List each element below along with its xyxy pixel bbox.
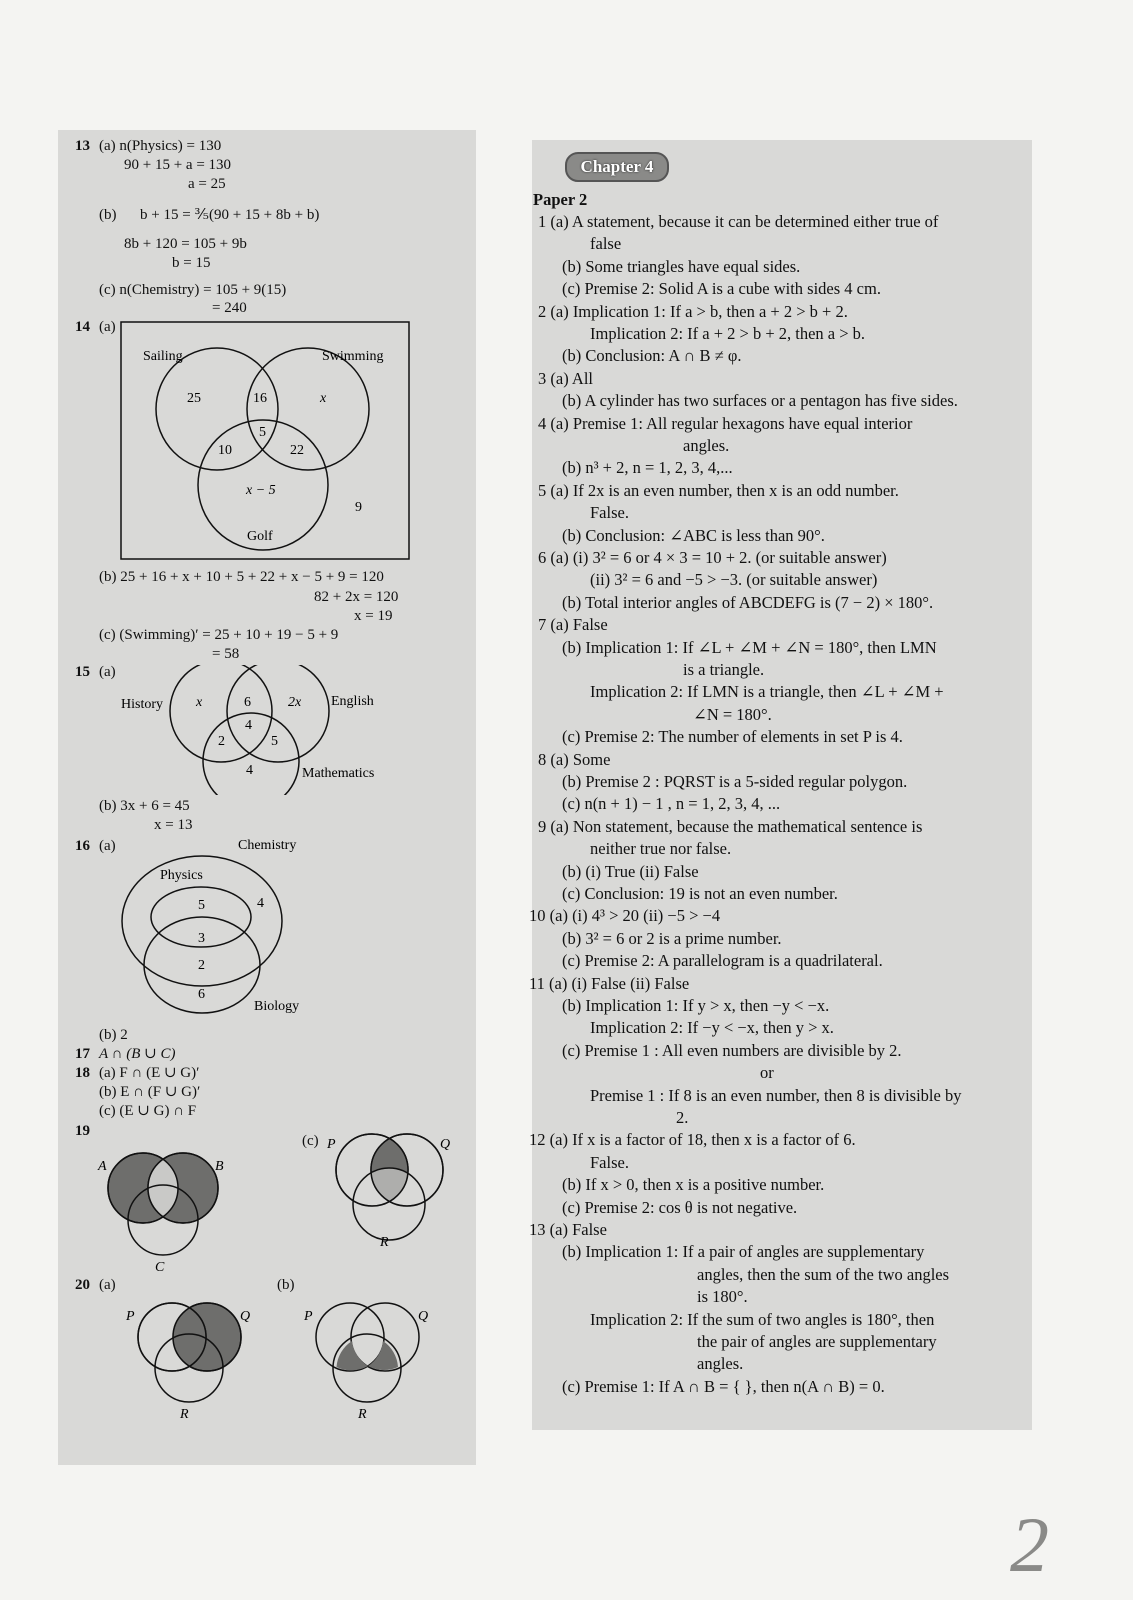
region-english-only: 2x <box>288 695 302 710</box>
q19-number: 19 <box>75 1123 90 1139</box>
q13-c-line1: (c) n(Chemistry) = 105 + 9(15) <box>99 282 287 298</box>
q15-venn-diagram <box>118 665 398 795</box>
q15-number: 15 <box>75 664 90 680</box>
answer-line: 9 (a) Non statement, because the mathematical sentence is <box>538 817 923 836</box>
chapter-title: Chapter 4 <box>580 157 654 176</box>
answer-line: 3 (a) All <box>538 369 593 388</box>
set-label-golf: Golf <box>247 529 273 544</box>
label-R: R <box>358 1407 367 1422</box>
q13-b-line1: b + 15 = ⅗(90 + 15 + 8b + b) <box>140 207 320 223</box>
set-label-english: English <box>331 694 374 709</box>
q14-c-line1: (c) (Swimming)′ = 25 + 10 + 19 − 5 + 9 <box>99 627 339 643</box>
q14-number: 14 <box>75 319 90 335</box>
answer-line: 7 (a) False <box>538 615 608 634</box>
q19-c-label: (c) <box>302 1133 319 1149</box>
answer-line: Implication 2: If a + 2 > b + 2, then a > b. <box>590 324 866 343</box>
answer-line: (c) Premise 2: Solid A is a cube with sides 4 cm. <box>562 279 881 298</box>
q18-a: (a) F ∩ (E ∪ G)′ <box>99 1065 200 1081</box>
q14-b-line1: (b) 25 + 16 + x + 10 + 5 + 22 + x − 5 + 9 = 120 <box>99 569 384 585</box>
answer-line: 10 (a) (i) 4³ > 20 (ii) −5 > −4 <box>529 906 721 925</box>
q13-a-line3: a = 25 <box>188 176 226 192</box>
q13-number: 13 <box>75 138 90 154</box>
region-physics-only: 5 <box>198 898 205 913</box>
label-B: B <box>215 1159 224 1174</box>
q18-c: (c) (E ∪ G) ∩ F <box>99 1103 197 1119</box>
answer-line: 5 (a) If 2x is an even number, then x is an odd number. <box>538 481 899 500</box>
answer-line: (b) Total interior angles of ABCDEFG is (7 − 2) × 180°. <box>562 593 934 612</box>
answer-line: 8 (a) Some <box>538 750 611 769</box>
answer-line: Implication 2: If LMN is a triangle, then ∠L + ∠M + <box>590 682 944 701</box>
q15-b-line2: x = 13 <box>154 817 193 833</box>
q13-a-line2: 90 + 15 + a = 130 <box>124 157 232 173</box>
label-P: P <box>327 1137 336 1152</box>
region-golf-only: x − 5 <box>246 483 276 498</box>
answer-line: or <box>760 1063 774 1082</box>
answer-line: (c) Conclusion: 19 is not an even number. <box>562 884 838 903</box>
answer-line: (b) Premise 2 : PQRST is a 5-sided regular polygon. <box>562 772 908 791</box>
answer-line: is 180°. <box>697 1287 748 1306</box>
answer-line: the pair of angles are supplementary <box>697 1332 937 1351</box>
region-history-mathematics: 2 <box>218 734 225 749</box>
q14-venn-diagram <box>118 320 413 562</box>
chapter-badge <box>565 152 669 182</box>
q17-number: 17 <box>75 1046 90 1062</box>
region-history-english: 6 <box>244 695 251 710</box>
region-sailing-only: 25 <box>187 391 201 406</box>
region-sailing-golf: 10 <box>218 443 232 458</box>
answer-line: (b) 3² = 6 or 2 is a prime number. <box>562 929 782 948</box>
answer-line: False. <box>590 1153 629 1172</box>
region-chemistry-only: 4 <box>257 896 264 911</box>
label-A: A <box>98 1159 107 1174</box>
region-swimming-only: x <box>320 391 327 406</box>
q14-c-line2: = 58 <box>212 646 240 662</box>
q20-number: 20 <box>75 1277 90 1293</box>
region-biology-only: 6 <box>198 987 205 1002</box>
answer-line: 2. <box>676 1108 689 1127</box>
label-Q: Q <box>440 1137 451 1152</box>
answer-line: angles, then the sum of the two angles <box>697 1265 950 1284</box>
answer-line: ∠N = 180°. <box>693 705 772 724</box>
q16-venn-diagram <box>118 835 318 1030</box>
answer-line: (b) Conclusion: ∠ABC is less than 90°. <box>562 526 825 545</box>
set-label-biology: Biology <box>254 999 300 1014</box>
answer-line: (c) Premise 2: The number of elements in set P is 4. <box>562 727 903 746</box>
region-all-three: 4 <box>245 718 252 733</box>
answer-line: (b) (i) True (ii) False <box>562 862 699 881</box>
answer-line: false <box>590 234 622 253</box>
set-label-chemistry: Chemistry <box>238 838 297 853</box>
q16-a-label: (a) <box>99 838 116 854</box>
answer-line: neither true nor false. <box>590 839 732 858</box>
q13-a-line1: (a) n(Physics) = 130 <box>99 138 222 154</box>
region-sailing-swimming: 16 <box>253 391 267 406</box>
q14-a-label: (a) <box>99 319 116 335</box>
region-all-three: 5 <box>259 425 266 440</box>
label-P: P <box>304 1309 313 1324</box>
q16-number: 16 <box>75 838 90 854</box>
label-C: C <box>155 1260 165 1275</box>
label-Q: Q <box>240 1309 251 1324</box>
answer-line: 1 (a) A statement, because it can be determined either true of <box>538 212 939 231</box>
q20b-venn <box>300 1300 435 1425</box>
swimming-circle <box>247 348 369 470</box>
q16-b: (b) 2 <box>99 1027 128 1043</box>
answer-line: 13 (a) False <box>529 1220 607 1239</box>
set-label-mathematics: Mathematics <box>302 766 375 781</box>
answer-line: (c) Premise 1: If A ∩ B = { }, then n(A ∩ B) = 0. <box>562 1377 885 1396</box>
answer-line: (b) n³ + 2, n = 1, 2, 3, 4,... <box>562 458 733 477</box>
answer-line: 11 (a) (i) False (ii) False <box>529 974 690 993</box>
answer-line: (b) Conclusion: A ∩ B ≠ φ. <box>562 346 742 365</box>
region-english-mathematics: 5 <box>271 734 278 749</box>
q20-a-label: (a) <box>99 1277 116 1293</box>
q13-c-line2: = 240 <box>212 300 247 316</box>
region-history-only: x <box>196 695 203 710</box>
answer-line: Implication 2: If the sum of two angles is 180°, then <box>590 1310 935 1329</box>
answer-line: (b) Implication 1: If a pair of angles are supplementary <box>562 1242 925 1261</box>
answer-line: (b) Implication 1: If y > x, then −y < −x. <box>562 996 830 1015</box>
answer-line: is a triangle. <box>683 660 765 679</box>
set-label-physics: Physics <box>160 868 203 883</box>
q14-b-line2: 82 + 2x = 120 <box>314 589 399 605</box>
answer-line: (c) n(n + 1) − 1 , n = 1, 2, 3, 4, ... <box>562 794 781 813</box>
q20-b-label: (b) <box>277 1277 295 1293</box>
q19-venn-ABC <box>95 1140 240 1275</box>
answer-line: (c) Premise 2: A parallelogram is a quadrilateral. <box>562 951 883 970</box>
q18-number: 18 <box>75 1065 90 1081</box>
q13-b-line3: b = 15 <box>172 255 211 271</box>
answer-line: 12 (a) If x is a factor of 18, then x is a factor of 6. <box>529 1130 856 1149</box>
paper-title: Paper 2 <box>533 190 588 209</box>
set-label-swimming: Swimming <box>322 349 384 364</box>
answer-line: angles. <box>683 436 730 455</box>
answer-line: Implication 2: If −y < −x, then y > x. <box>590 1018 834 1037</box>
q13-b-line2: 8b + 120 = 105 + 9b <box>124 236 247 252</box>
answer-line: (c) Premise 1 : All even numbers are divisible by 2. <box>562 1041 902 1060</box>
answer-line: (c) Premise 2: cos θ is not negative. <box>562 1198 798 1217</box>
set-label-sailing: Sailing <box>143 349 183 364</box>
set-label-history: History <box>121 697 163 712</box>
region-chemistry-biology: 2 <box>198 958 205 973</box>
page-number: 2 <box>1010 1501 1049 1588</box>
answer-line: Premise 1 : If 8 is an even number, then 8 is divisible by <box>590 1086 962 1105</box>
answer-line: (ii) 3² = 6 and −5 > −3. (or suitable answer) <box>590 570 878 589</box>
q15-a-label: (a) <box>99 664 116 680</box>
answer-line: (b) If x > 0, then x is a positive number. <box>562 1175 825 1194</box>
q19-venn-PQR <box>322 1128 462 1253</box>
answer-line: 6 (a) (i) 3² = 6 or 4 × 3 = 10 + 2. (or suitable answer) <box>538 548 887 567</box>
q14-b-line3: x = 19 <box>354 608 393 624</box>
sailing-circle <box>156 348 278 470</box>
answer-line: angles. <box>697 1354 744 1373</box>
answer-line: (b) A cylinder has two surfaces or a pentagon has five sides. <box>562 391 958 410</box>
region-outside: 9 <box>355 500 362 515</box>
label-R: R <box>180 1407 189 1422</box>
q20a-venn <box>122 1300 257 1425</box>
answer-line: (b) Implication 1: If ∠L + ∠M + ∠N = 180°, then LMN <box>562 638 937 657</box>
region-mathematics-only: 4 <box>246 763 253 778</box>
label-R: R <box>380 1235 389 1250</box>
q13-b-label: (b) <box>99 207 117 223</box>
region-all-three: 3 <box>198 931 205 946</box>
q18-b: (b) E ∩ (F ∪ G)′ <box>99 1084 201 1100</box>
label-P: P <box>126 1309 135 1324</box>
answer-line: 4 (a) Premise 1: All regular hexagons have equal interior <box>538 414 913 433</box>
q15-b-line1: (b) 3x + 6 = 45 <box>99 798 190 814</box>
answer-line: False. <box>590 503 629 522</box>
answer-line: 2 (a) Implication 1: If a > b, then a + 2 > b + 2. <box>538 302 848 321</box>
answer-line: (b) Some triangles have equal sides. <box>562 257 801 276</box>
q17-answer: A ∩ (B ∪ C) <box>99 1046 176 1062</box>
region-swimming-golf: 22 <box>290 443 304 458</box>
label-Q: Q <box>418 1309 429 1324</box>
